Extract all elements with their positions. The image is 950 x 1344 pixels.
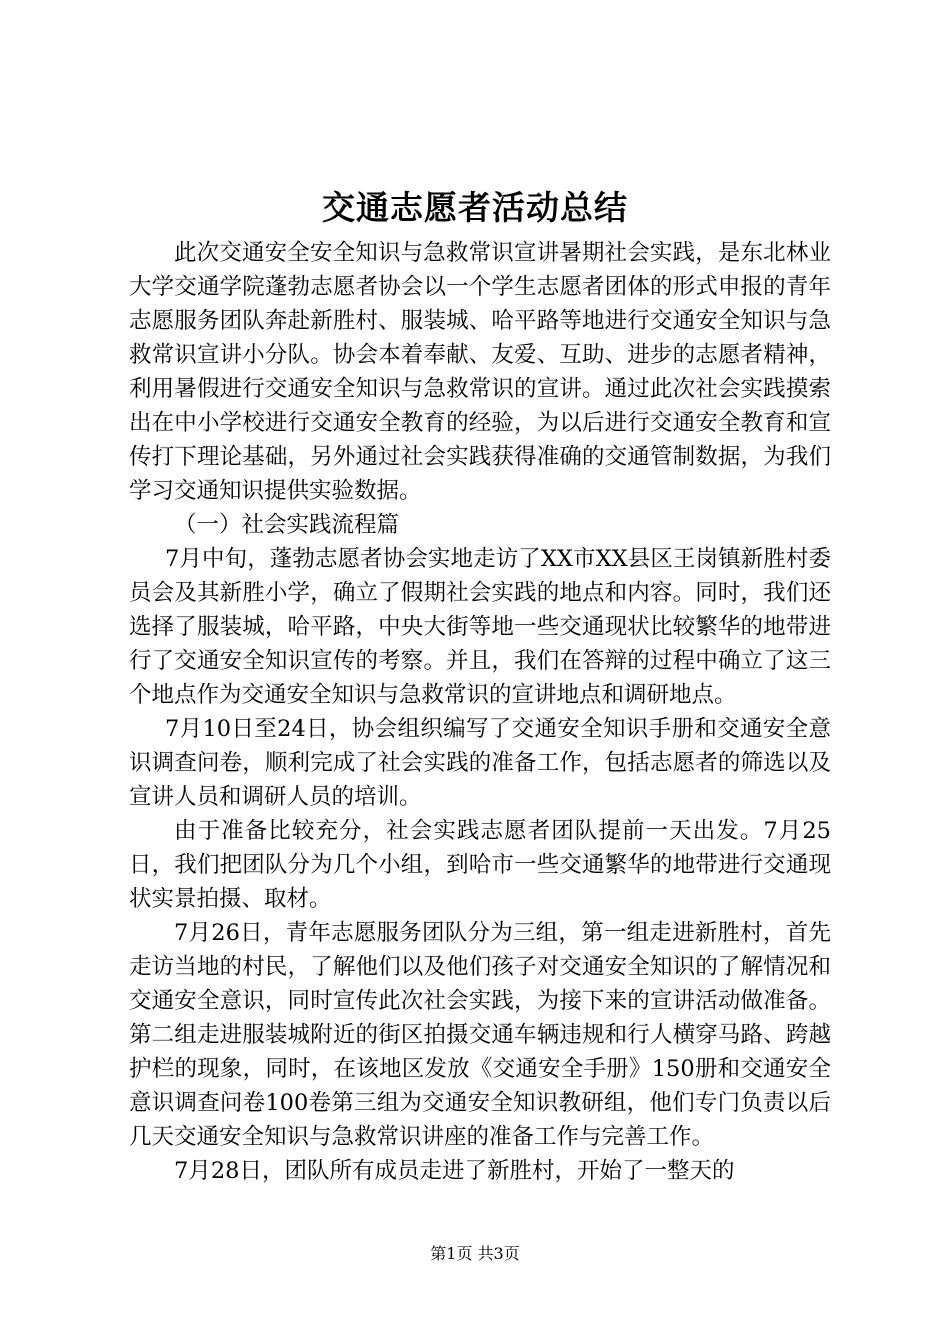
paragraph-july-28: 7月28日，团队所有成员走进了新胜村，开始了一整天的 xyxy=(174,1158,735,1184)
paragraph-intro: 此次交通安全安全知识与急救常识宣讲暑期社会实践，是东北林业大学交通学院蓬勃志愿者协会以一个学生志愿者团体的形式申报的青年志愿服务团队奔赴新胜村、服装城、哈平路等地进行交通安全知识与急救常识宣讲小分队。协会本着奉献、友爱、互助、进步的志愿者精神，利用暑假进行交通安全知识与急救常识的宣讲。通过此次社会实践摸索出在中小学校进行交通安全教育的经验，为以后进行交通安全教育和宣传打下理论基础，另外通过社会实践获得准确的交通管制数据，为我们学习交通知识提供实验数据。 xyxy=(129,240,831,504)
document-body xyxy=(129,236,831,1188)
paragraph-mid-july: 7月中旬，蓬勃志愿者协会实地走访了XX市XX县区王岗镇新胜村委员会及其新胜小学，确立了假期社会实践的地点和内容。同时，我们还选择了服装城，哈平路，中央大街等地一些交通现状比较繁华的地带进行了交通安全知识宣传的考察。并且，我们在答辩的过程中确立了这三个地点作为交通安全知识与急救常识的宣讲地点和调研地点。 xyxy=(129,546,831,708)
paragraph-departure: 由于准备比较充分，社会实践志愿者团队提前一天出发。7月25日，我们把团队分为几个小组，到哈市一些交通繁华的地带进行交通现状实景拍摄、取材。 xyxy=(129,818,831,912)
paragraph-july-10: 7月10日至24日，协会组织编写了交通安全知识手册和交通安全意识调查问卷，顺利完成了社会实践的准备工作，包括志愿者的筛选以及宣讲人员和调研人员的培训。 xyxy=(129,716,831,810)
paragraph-july-26: 7月26日，青年志愿服务团队分为三组，第一组走进新胜村，首先走访当地的村民，了解他们以及他们孩子对交通安全知识的了解情况和交通安全意识，同时宣传此次社会实践，为接下来的宣讲活动做准备。第二组走进服装城附近的街区拍摄交通车辆违规和行人横穿马路、跨越护栏的现象，同时，在该地区发放《交通安全手册》150册和交通安全意识调查问卷100卷第三组为交通安全知识教研组，他们专门负责以后几天交通安全知识与急救常识讲座的准备工作与完善工作。 xyxy=(129,920,831,1150)
document-title: 交通志愿者活动总结 xyxy=(322,188,628,227)
page-footer: 第1页 共3页 xyxy=(430,1244,520,1263)
section-heading: （一）社会实践流程篇 xyxy=(174,512,400,538)
